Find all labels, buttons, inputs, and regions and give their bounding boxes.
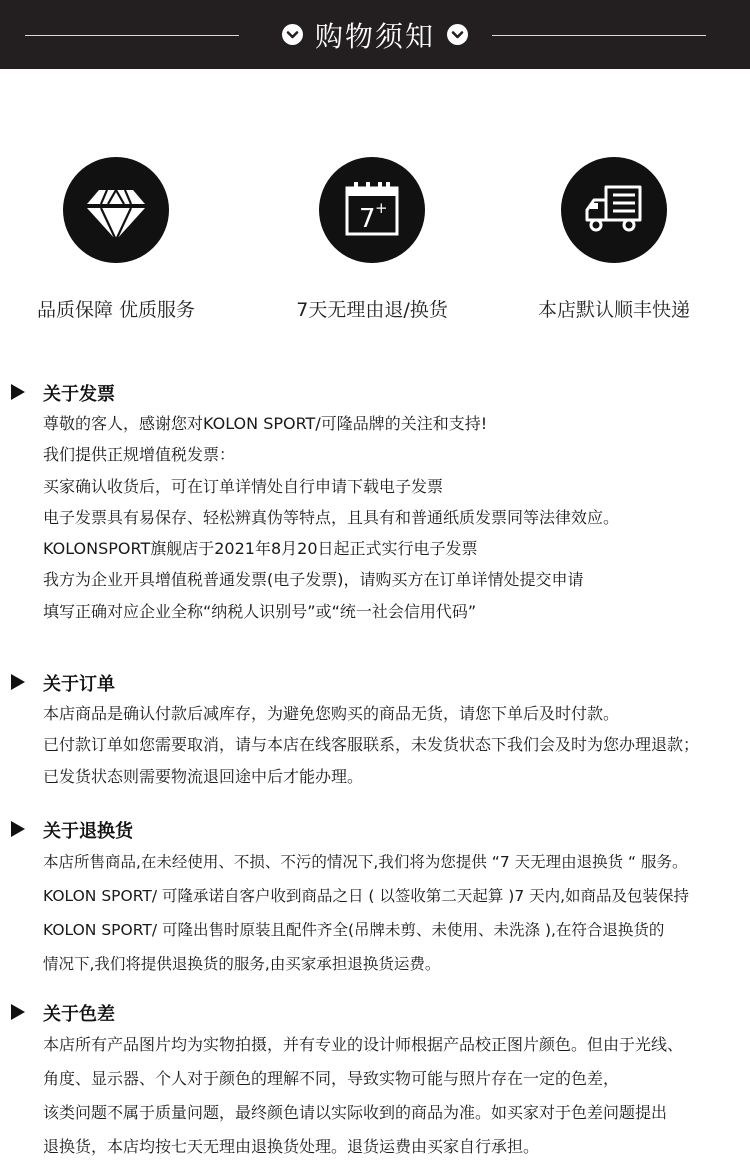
section-title: 关于色差	[43, 1004, 115, 1025]
calendar-7-icon-number: 7	[359, 204, 376, 234]
calendar-7-icon-plus: +	[375, 199, 388, 217]
section-returns	[0, 815, 750, 973]
body-line: 已发货状态则需要物流退回途中后才能办理。	[43, 766, 364, 786]
section-heading	[0, 815, 750, 845]
header-banner	[0, 0, 750, 69]
section-body	[43, 845, 750, 981]
delivery-truck-icon	[561, 157, 667, 263]
section-body	[43, 698, 750, 792]
feature-delivery	[494, 157, 734, 322]
body-line: 填写正确对应企业全称“纳税人识别号”或“统一社会信用代码”	[43, 601, 477, 621]
chevron-down-icon	[282, 24, 303, 45]
triangle-right-icon	[11, 384, 25, 400]
diamond-icon	[63, 157, 169, 263]
body-line: 我们提供正规增值税发票：	[43, 445, 236, 465]
header-title-row	[0, 0, 750, 69]
triangle-right-icon	[11, 1004, 25, 1020]
body-line: 该类问题不属于质量问题，最终颜色请以实际收到的商品为准。如买家对于色差问题提出	[43, 1103, 668, 1122]
feature-label: 品质保障 优质服务	[36, 299, 196, 321]
body-line: 退换货，本店均按七天无理由退换货处理。退货运费由买家自行承担。	[43, 1137, 540, 1156]
body-line: 本店所售商品,在未经使用、不损、不污的情况下,我们将为您提供 “7 天无理由退换货 “ 服务。	[43, 853, 688, 871]
body-line: 尊敬的客人，感谢您对KOLON SPORT/可隆品牌的关注和支持!	[43, 414, 488, 433]
section-heading	[0, 998, 750, 1028]
section-title: 关于发票	[43, 384, 115, 405]
section-heading	[0, 378, 750, 408]
body-line: 本店所有产品图片均为实物拍摄，并有专业的设计师根据产品校正图片颜色。但由于光线、	[43, 1035, 684, 1054]
section-order	[0, 668, 750, 786]
chevron-down-icon	[447, 24, 468, 45]
body-line: 买家确认收货后，可在订单详情处自行申请下载电子发票	[43, 476, 444, 496]
body-line: 电子发票具有易保存、轻松辨真伪等特点，且具有和普通纸质发票同等法律效应。	[43, 507, 620, 527]
feature-return	[252, 157, 492, 322]
section-heading	[0, 668, 750, 698]
feature-quality	[0, 157, 236, 322]
triangle-right-icon	[11, 674, 25, 690]
section-body	[43, 408, 750, 627]
section-invoice	[0, 378, 750, 621]
page-title: 购物须知	[314, 19, 435, 53]
body-line: 本店商品是确认付款后减库存，为避免您购买的商品无货，请您下单后及时付款。	[43, 704, 620, 723]
feature-label: 本店默认顺丰快递	[537, 299, 690, 321]
calendar-7-icon	[319, 157, 425, 263]
body-line: 已付款订单如您需要取消，请与本店在线客服联系，未发货状态下我们会及时为您办理退款；	[43, 735, 700, 755]
section-color-difference	[0, 998, 750, 1156]
section-title: 关于退换货	[43, 821, 133, 842]
body-line: KOLON SPORT/ 可隆承诺自客户收到商品之日 ( 以签收第二天起算 )7 天内,如商品及包装保持	[43, 887, 690, 905]
feature-label: 7天无理由退/换货	[296, 299, 448, 321]
section-body	[43, 1028, 750, 1164]
body-line: KOLON SPORT/ 可隆出售时原装且配件齐全(吊牌未剪、未使用、未洗涤 ),在符合退换货的	[43, 921, 665, 939]
body-line: 角度、显示器、个人对于颜色的理解不同，导致实物可能与照片存在一定的色差，	[43, 1069, 620, 1088]
body-line: 我方为企业开具增值税普通发票(电子发票)，请购买方在订单详情处提交申请	[43, 570, 584, 590]
section-title: 关于订单	[43, 674, 115, 695]
body-line: KOLONSPORT旗舰店于2021年8月20日起正式实行电子发票	[43, 539, 478, 559]
triangle-right-icon	[11, 821, 25, 837]
body-line: 情况下,我们将提供退换货的服务,由买家承担退换货运费。	[43, 955, 441, 973]
